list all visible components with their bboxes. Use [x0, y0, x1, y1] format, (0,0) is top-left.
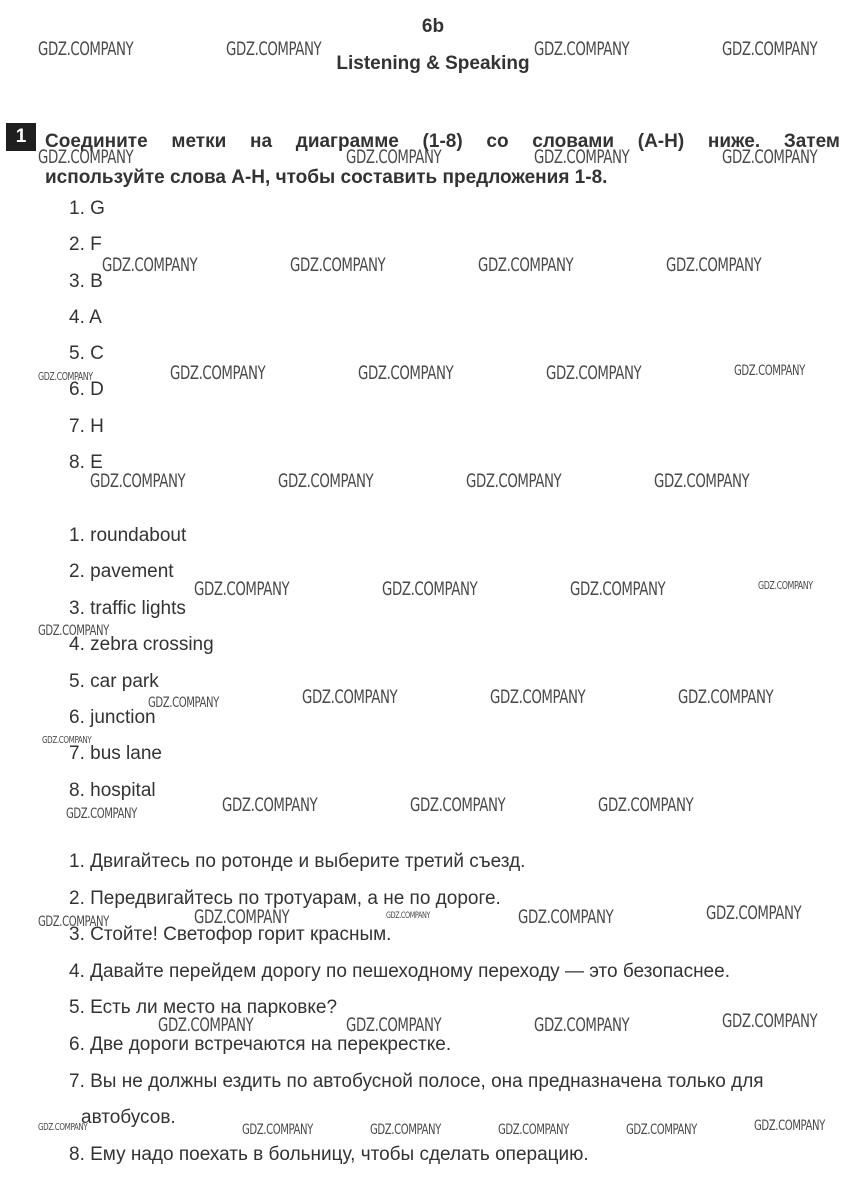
watermark: GDZ.COMPANY [754, 1118, 825, 1134]
watermark: GDZ.COMPANY [678, 686, 774, 708]
watermark: GDZ.COMPANY [734, 363, 805, 379]
list-item: 4. A [69, 306, 102, 328]
list-item: 2. F [69, 234, 102, 256]
watermark: GDZ.COMPANY [158, 1014, 254, 1036]
watermark: GDZ.COMPANY [38, 370, 93, 383]
watermark: GDZ.COMPANY [38, 146, 134, 168]
list-item: 8. E [69, 452, 103, 474]
list-item: 5. car park [69, 670, 159, 692]
sentence-item: 3. Стойте! Светофор горит красным. [69, 924, 392, 946]
watermark: GDZ.COMPANY [346, 1014, 442, 1036]
list-item: 1. roundabout [69, 525, 187, 546]
sentence-item: 1. Двигайтесь по ротонде и выберите третий съезд. [69, 851, 526, 872]
watermark: GDZ.COMPANY [598, 794, 694, 816]
watermark: GDZ.COMPANY [498, 1122, 569, 1138]
watermark: GDZ.COMPANY [534, 146, 630, 168]
watermark: GDZ.COMPANY [722, 1010, 818, 1032]
watermark: GDZ.COMPANY [386, 911, 430, 921]
watermark: GDZ.COMPANY [242, 1122, 313, 1138]
list-item: 6. junction [69, 706, 156, 728]
watermark: GDZ.COMPANY [534, 38, 630, 60]
watermark: GDZ.COMPANY [90, 470, 186, 492]
watermark: GDZ.COMPANY [148, 695, 219, 711]
watermark: GDZ.COMPANY [170, 362, 266, 384]
watermark: GDZ.COMPANY [358, 362, 454, 384]
watermark: GDZ.COMPANY [194, 578, 290, 600]
sentence-item: 8. Ему надо поехать в больницу, чтобы сделать операцию. [69, 1143, 589, 1165]
letter-answers-list [69, 197, 105, 487]
list-item: 8. hospital [69, 779, 156, 801]
list-item: 7. H [69, 415, 104, 437]
watermark: GDZ.COMPANY [478, 254, 574, 276]
watermark: GDZ.COMPANY [490, 686, 586, 708]
watermark: GDZ.COMPANY [722, 38, 818, 60]
exercise-number-badge: 1 [6, 123, 36, 151]
sentence-item-continuation: автобусов. [81, 1107, 176, 1129]
watermark: GDZ.COMPANY [38, 623, 109, 639]
watermark: GDZ.COMPANY [302, 686, 398, 708]
watermark: GDZ.COMPANY [466, 470, 562, 492]
sentences-list [69, 850, 844, 1179]
sentence-item: 7. Вы не должны ездить по автобусной полосе, она предназначена только для [69, 1070, 764, 1092]
page-number: 6b [421, 16, 445, 37]
section-title: Listening & Speaking [336, 53, 530, 74]
watermark: GDZ.COMPANY [38, 1122, 88, 1133]
list-item: 7. bus lane [69, 743, 162, 765]
list-item: 3. B [69, 270, 103, 292]
watermark: GDZ.COMPANY [370, 1122, 441, 1138]
watermark: GDZ.COMPANY [626, 1122, 697, 1138]
watermark: GDZ.COMPANY [194, 906, 290, 928]
watermark: GDZ.COMPANY [222, 794, 318, 816]
watermark: GDZ.COMPANY [346, 146, 442, 168]
list-item: 4. zebra crossing [69, 634, 214, 656]
watermark: GDZ.COMPANY [226, 38, 322, 60]
watermark: GDZ.COMPANY [570, 578, 666, 600]
watermark: GDZ.COMPANY [38, 38, 134, 60]
watermark: GDZ.COMPANY [42, 735, 92, 746]
sentence-item: 5. Есть ли место на парковке? [69, 997, 338, 1019]
list-item: 5. C [69, 343, 104, 365]
instruction-line-1: Соедините метки на диаграмме (1-8) со словами (A-H) ниже. Затем [45, 131, 840, 152]
watermark: GDZ.COMPANY [534, 1014, 630, 1036]
watermark: GDZ.COMPANY [666, 254, 762, 276]
sentence-item: 4. Давайте перейдем дорогу по пешеходному переходу — это безопаснее. [69, 960, 730, 982]
watermark: GDZ.COMPANY [758, 579, 813, 592]
watermark: GDZ.COMPANY [382, 578, 478, 600]
watermark: GDZ.COMPANY [410, 794, 506, 816]
list-item: 6. D [69, 379, 104, 401]
watermark: GDZ.COMPANY [102, 254, 198, 276]
word-answers-list [69, 524, 214, 815]
watermark: GDZ.COMPANY [654, 470, 750, 492]
watermark: GDZ.COMPANY [518, 906, 614, 928]
exercise-instruction [45, 124, 840, 196]
list-item: 3. traffic lights [69, 597, 186, 619]
watermark: GDZ.COMPANY [706, 902, 802, 924]
watermark: GDZ.COMPANY [722, 146, 818, 168]
instruction-line-2: используйте слова A-H, чтобы составить предложения 1-8. [45, 167, 608, 188]
list-item: 2. pavement [69, 561, 174, 583]
watermark: GDZ.COMPANY [546, 362, 642, 384]
watermark: GDZ.COMPANY [66, 806, 137, 822]
watermark: GDZ.COMPANY [278, 470, 374, 492]
sentence-item: 6. Две дороги встречаются на перекрестке. [69, 1033, 452, 1055]
watermark: GDZ.COMPANY [290, 254, 386, 276]
list-item: 1. G [69, 198, 105, 219]
sentence-item: 2. Передвигайтесь по тротуарам, а не по дороге. [69, 887, 501, 909]
watermark: GDZ.COMPANY [38, 914, 109, 930]
